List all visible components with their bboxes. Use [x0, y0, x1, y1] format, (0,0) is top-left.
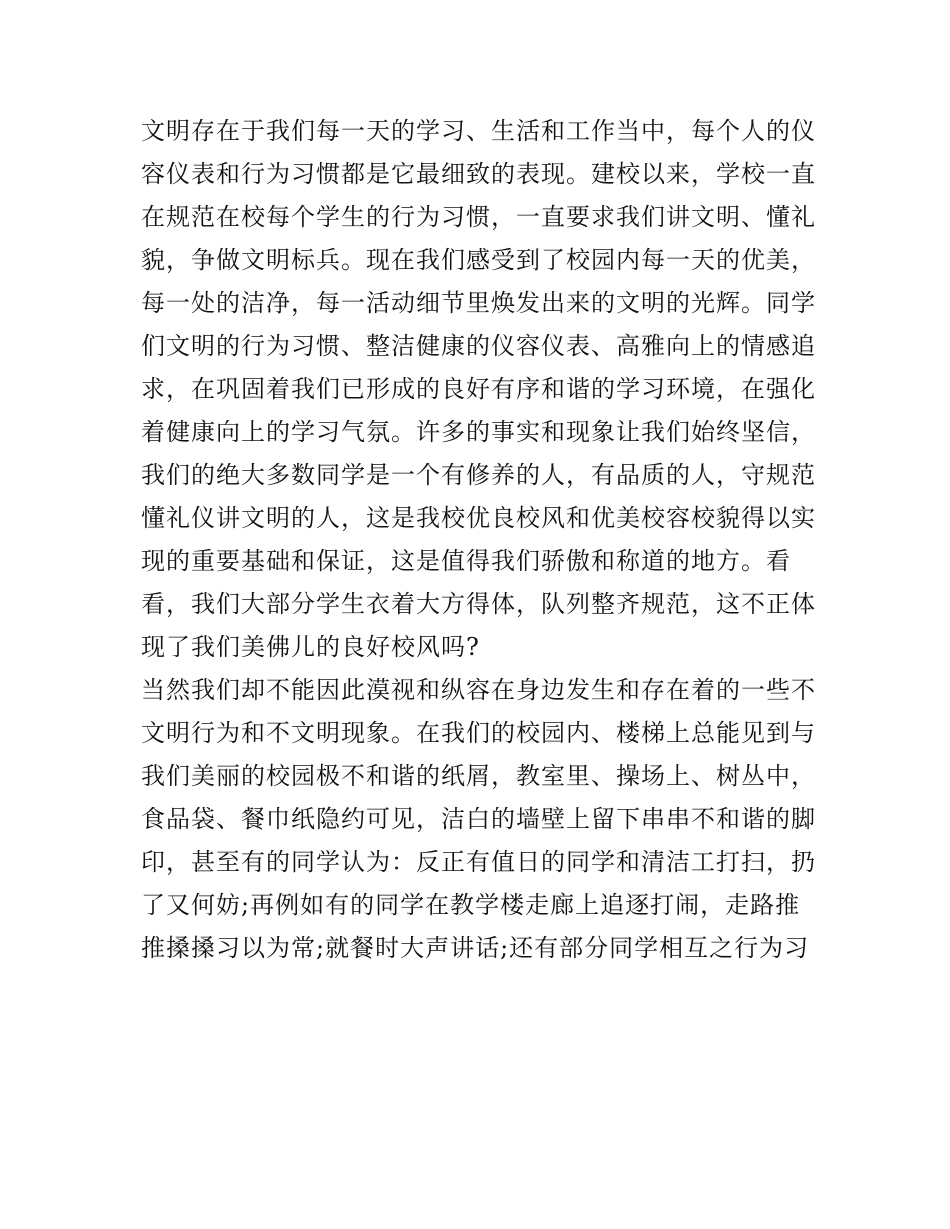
- text-line: 每一处的洁净，每一活动细节里焕发出来的文明的光辉。同学: [141, 289, 816, 317]
- text-line: 印，甚至有的同学认为：反正有值日的同学和清洁工打扫，扔: [141, 848, 816, 876]
- text-line: 求，在巩固着我们已形成的良好有序和谐的学习环境，在强化: [141, 375, 816, 403]
- text-line: 了又何妨;再例如有的同学在教学楼走廊上追逐打闹，走路推: [141, 891, 801, 919]
- text-line: 我们美丽的校园极不和谐的纸屑，教室里、操场上、树丛中，: [141, 762, 816, 790]
- text-line: 看，我们大部分学生衣着大方得体，队列整齐规范，这不正体: [141, 590, 816, 618]
- text-line: 文明存在于我们每一天的学习、生活和工作当中，每个人的仪: [141, 117, 816, 145]
- text-line: 着健康向上的学习气氛。许多的事实和现象让我们始终坚信，: [141, 418, 816, 446]
- text-line: 现了我们美佛儿的良好校风吗?: [141, 633, 480, 661]
- text-line: 推搡搡习以为常;就餐时大声讲话;还有部分同学相互之行为习: [141, 934, 810, 962]
- text-line: 现的重要基础和保证，这是值得我们骄傲和称道的地方。看: [141, 547, 791, 575]
- text-line: 食品袋、餐巾纸隐约可见，洁白的墙壁上留下串串不和谐的脚: [141, 805, 816, 833]
- text-line: 容仪表和行为习惯都是它最细致的表现。建校以来，学校一直: [141, 160, 816, 188]
- text-line: 貌，争做文明标兵。现在我们感受到了校园内每一天的优美，: [141, 246, 816, 274]
- text-line: 当然我们却不能因此漠视和纵容在身边发生和存在着的一些不: [141, 676, 816, 704]
- text-line: 懂礼仪讲文明的人，这是我校优良校风和优美校容校貌得以实: [141, 504, 816, 532]
- text-line: 在规范在校每个学生的行为习惯，一直要求我们讲文明、懂礼: [141, 203, 816, 231]
- text-line: 们文明的行为习惯、整洁健康的仪容仪表、高雅向上的情感追: [141, 332, 816, 360]
- text-line: 文明行为和不文明现象。在我们的校园内、楼梯上总能见到与: [141, 719, 816, 747]
- document-body-text: [141, 110, 821, 970]
- text-line: 我们的绝大多数同学是一个有修养的人，有品质的人，守规范: [141, 461, 816, 489]
